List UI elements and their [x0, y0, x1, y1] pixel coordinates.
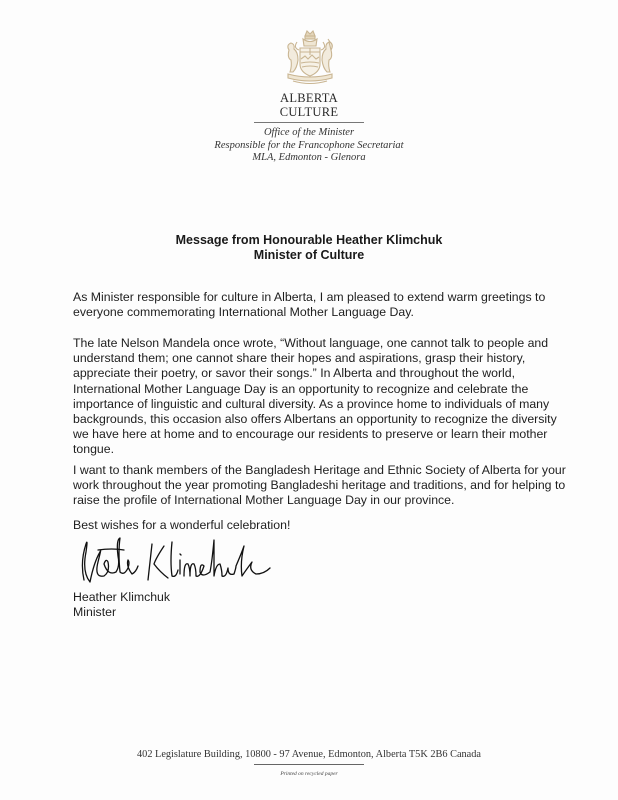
- signer-name: Heather Klimchuk: [73, 590, 171, 604]
- title-line-2: Minister of Culture: [253, 248, 365, 262]
- paragraph-greeting: As Minister responsible for culture in Alberta, I am pleased to extend warm greetings to everyone commemorating International Mother Language Day.: [73, 290, 546, 320]
- paragraph-mandela-quote: The late Nelson Mandela once wrote, “Without language, one cannot talk to people and understand them; one cannot share their hopes and aspirations, grasp their history, appreciate their poetry, or savor their songs.” In Alberta and throughout the world, International Mother Language Day is an opportunity to recognize and celebrate the importance of linguistic and cultural diversity. As a province home to individuals of many backgrounds, this occasion also offers Albertans an opportunity to recognize the diversity we have here at home and to encourage our residents to preserve or learn their mother tongue.: [73, 336, 557, 457]
- office-block: [0, 127, 618, 165]
- footer-address: 402 Legislature Building, 10800 - 97 Avenue, Edmonton, Alberta T5K 2B6 Canada: [137, 749, 481, 760]
- letterhead-divider: [254, 122, 364, 123]
- organization-name: [0, 91, 618, 119]
- message-title: [0, 233, 618, 263]
- organization-line-2: CULTURE: [279, 105, 339, 119]
- footer-divider: [254, 764, 364, 765]
- title-line-1: Message from Honourable Heather Klimchuk: [175, 233, 443, 247]
- office-line: MLA, Edmonton - Glenora: [252, 152, 366, 163]
- recycled-paper-note: Printed on recycled paper: [280, 771, 338, 777]
- organization-line-1: ALBERTA: [280, 91, 338, 105]
- alberta-coat-of-arms-icon: [283, 28, 337, 88]
- signer-block: [73, 590, 170, 620]
- signer-role: Minister: [73, 605, 117, 620]
- handwritten-signature-icon: [72, 532, 272, 588]
- office-line: Office of the Minister: [263, 127, 355, 138]
- paragraph-closing: Best wishes for a wonderful celebration!: [73, 518, 291, 532]
- paragraph-thanks: I want to thank members of the Bangladesh Heritage and Ethnic Society of Alberta for your work throughout the year promoting Bangladeshi heritage and traditions, and for helping to raise the profile of International Mother Language Day in our province.: [73, 463, 566, 508]
- office-line: Responsible for the Francophone Secretariat: [214, 139, 404, 151]
